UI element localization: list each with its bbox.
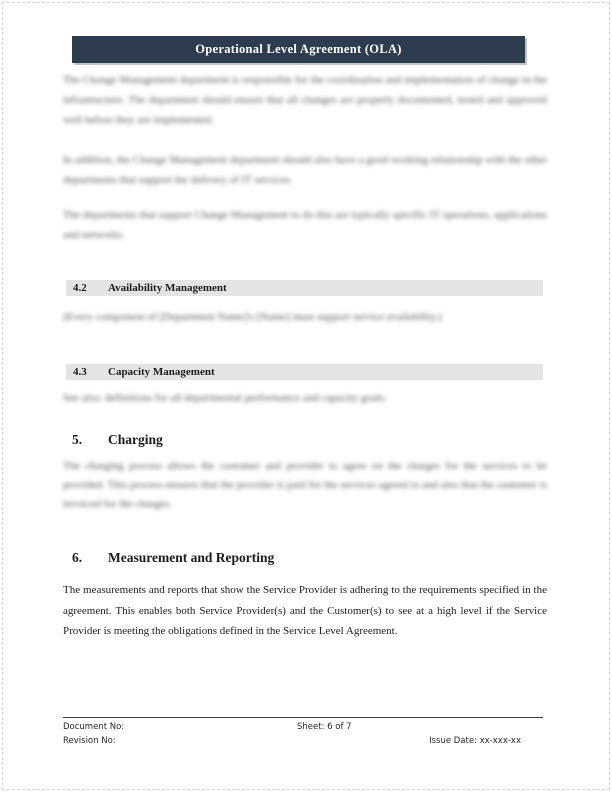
section-title-measurement: Measurement and Reporting xyxy=(108,550,275,565)
section-heading-capacity xyxy=(66,364,543,380)
footer-issue-date: Issue Date: xx-xxx-xx xyxy=(429,736,521,746)
charging-paragraph: The charging process allows the customer and provider to agree on the charges for the services to be provided. This process ensures that the provider is paid for the services agreed to and also that the customer is invoiced for the charges. xyxy=(63,460,547,510)
section-heading-availability xyxy=(66,280,543,296)
section-number-charging: 5. xyxy=(72,432,83,447)
section-title-capacity: Capacity Management xyxy=(108,366,215,378)
section-heading-charging xyxy=(72,430,542,450)
section-heading-measurement xyxy=(72,548,542,568)
intro-paragraph-3: The departments that support Change Management to do this are typically specific IT operations, applications and networks. xyxy=(63,209,547,241)
section-number-measurement: 6. xyxy=(72,550,83,565)
capacity-paragraph: See also: definitions for all departmental performance and capacity goals. xyxy=(63,392,387,404)
intro-paragraph-1: The Change Management department is responsible for the coordination and implementation of change in the infrastructure. The department should ensure that all changes are properly documented, tested and approved well before they are implemented. xyxy=(63,74,547,126)
footer-divider xyxy=(63,717,543,718)
availability-paragraph: (Every component of [Department Name]'s [Name] must support service availability.) xyxy=(63,311,442,323)
section-title-availability: Availability Management xyxy=(108,282,227,294)
section-number-capacity: 4.3 xyxy=(73,366,87,378)
section-title-charging: Charging xyxy=(108,432,163,447)
section-number-availability: 4.2 xyxy=(73,282,87,294)
document-title-banner xyxy=(72,36,525,63)
footer-sheet-number: Sheet: 6 of 7 xyxy=(297,722,352,732)
footer-revision-no: Revision No: xyxy=(63,736,116,746)
document-title: Operational Level Agreement (OLA) xyxy=(195,42,402,56)
measurement-paragraph: The measurements and reports that show the Service Provider is adhering to the requirements specified in the agreement. This enables both Service Provider(s) and the Customer(s) to see at a high level if the Service Provider is meeting the obligations defined in the Service Level Agreement. xyxy=(63,584,547,637)
intro-paragraph-2: In addition, the Change Management department should also have a good working relationship with the other departments that support the delivery of IT services. xyxy=(63,154,547,186)
footer-document-no: Document No: xyxy=(63,722,125,732)
